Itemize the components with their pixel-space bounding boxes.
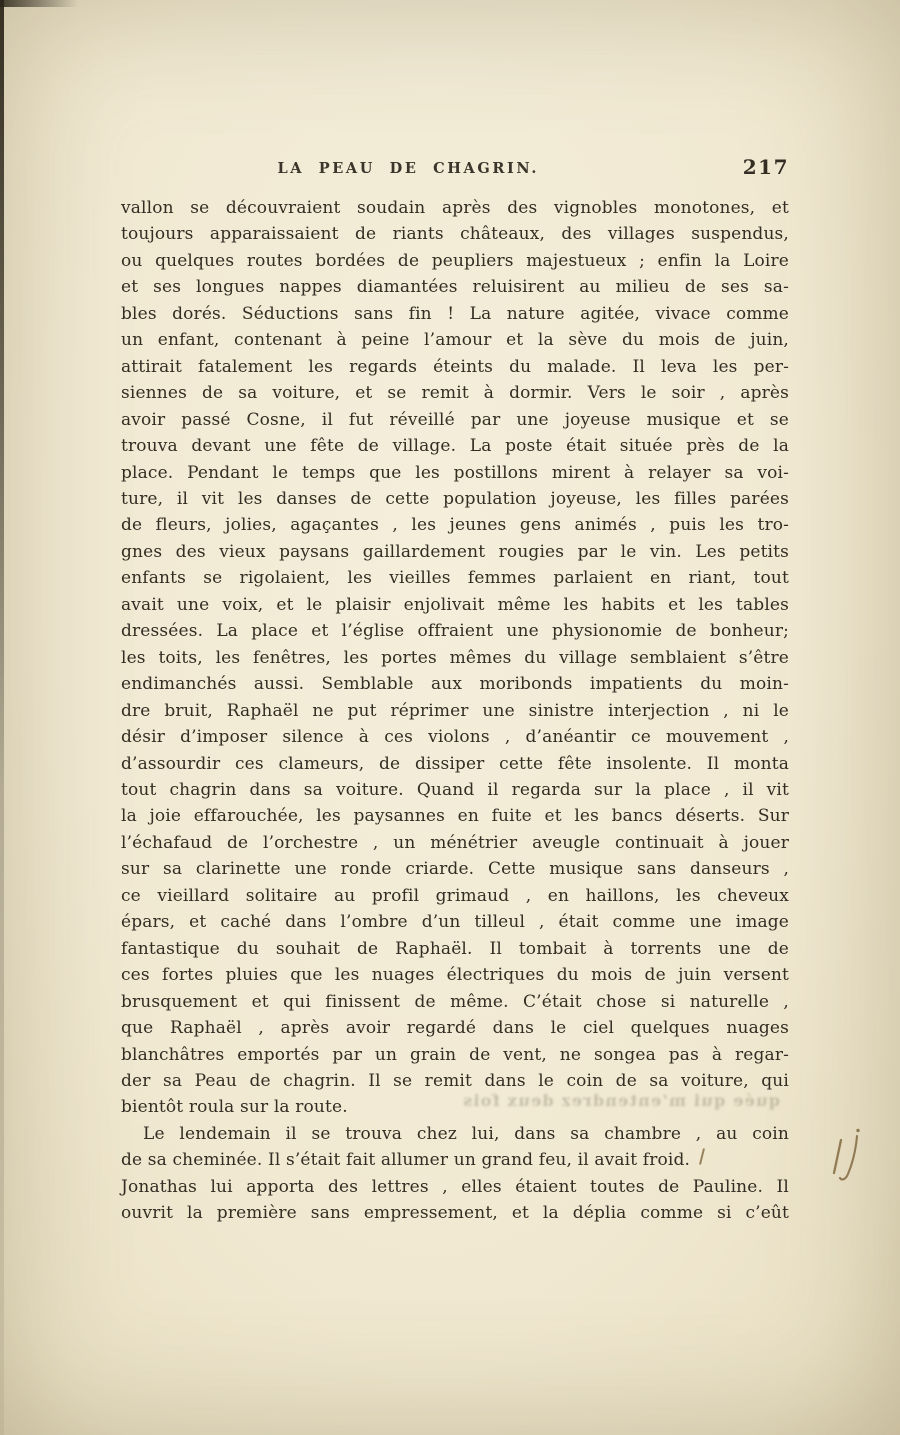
- text-line: dressées. La place et l’église offraient une physionomie de bonheur;: [121, 621, 789, 642]
- text-line: l’échafaud de l’orchestre , un ménétrier aveugle continuait à jouer: [121, 832, 789, 853]
- text-line: ou quelques routes bordées de peupliers majestueux ; enfin la Loire: [121, 250, 789, 271]
- text-line: sur sa clarinette une ronde criarde. Cette musique sans danseurs ,: [121, 859, 789, 880]
- scan-edge-left-artifact: [0, 0, 4, 1435]
- text-line: fantastique du souhait de Raphaël. Il tombait à torrents une de: [121, 938, 789, 959]
- text-line: ture, il vit les danses de cette population joyeuse, les filles parées: [121, 488, 789, 509]
- text-line: dre bruit, Raphaël ne put réprimer une sinistre interjection , ni le: [121, 700, 789, 721]
- text-line: place. Pendant le temps que les postillons mirent à relayer sa voi-: [121, 462, 789, 483]
- text-line: un enfant, contenant à peine l’amour et la sève du mois de juin,: [121, 330, 789, 351]
- text-line: les toits, les fenêtres, les portes mêmes du village semblaient s’être: [121, 647, 789, 668]
- running-header: [121, 155, 789, 184]
- text-line: de sa cheminée. Il s’était fait allumer un grand feu, il avait froid.: [121, 1150, 691, 1171]
- text-line: gnes des vieux paysans gaillardement rougies par le vin. Les petits: [121, 541, 789, 562]
- text-line: tout chagrin dans sa voiture. Quand il regarda sur la place , il vit: [121, 779, 789, 800]
- text-line: ce vieillard solitaire au profil grimaud , en haillons, les cheveux: [121, 885, 789, 906]
- text-line: et ses longues nappes diamantées reluisirent au milieu de ses sa-: [121, 277, 789, 298]
- text-line: attirait fatalement les regards éteints du malade. Il leva les per-: [121, 356, 789, 377]
- text-line: que Raphaël , après avoir regardé dans le ciel quelques nuages: [121, 1018, 789, 1039]
- page-content: [121, 155, 789, 1227]
- text-line: toujours apparaissaient de riants châteaux, des villages suspendus,: [121, 224, 789, 245]
- text-line: de fleurs, jolies, agaçantes , les jeunes gens animés , puis les tro-: [121, 515, 789, 536]
- text-line: Jonathas lui apporta des lettres , elles étaient toutes de Pauline. Il: [121, 1176, 789, 1197]
- text-line: endimanchés aussi. Semblable aux moribonds impatients du moin-: [121, 674, 789, 695]
- text-line: trouva devant une fête de village. La poste était située près de la: [121, 436, 789, 457]
- text-line: ces fortes pluies que les nuages électriques du mois de juin versent: [121, 965, 789, 986]
- text-line: la joie effarouchée, les paysannes en fuite et les bancs déserts. Sur: [121, 806, 789, 827]
- text-line: épars, et caché dans l’ombre d’un tilleul , était comme une image: [121, 912, 789, 933]
- text-line: désir d’imposer silence à ces violons , d’anéantir ce mouvement ,: [121, 727, 789, 748]
- text-line: bles dorés. Séductions sans fin ! La nature agitée, vivace comme: [121, 303, 789, 324]
- text-line: der sa Peau de chagrin. Il se remit dans le coin de sa voiture, qui: [121, 1070, 789, 1091]
- text-line: Le lendemain il se trouva chez lui, dans sa chambre , au coin: [143, 1123, 789, 1144]
- text-line: brusquement et qui finissent de même. C’était chose si naturelle ,: [121, 991, 789, 1012]
- text-line: blanchâtres emportés par un grain de vent, ne songea pas à regar-: [121, 1044, 789, 1065]
- page-text-block: [121, 195, 789, 1227]
- text-line: ouvrit la première sans empressement, et la déplia comme si c’eût: [121, 1203, 789, 1224]
- running-header-title: LA PEAU DE CHAGRIN.: [277, 160, 540, 177]
- text-line: enfants se rigolaient, les vieilles femmes parlaient en riant, tout: [121, 568, 789, 589]
- scan-edge-top-artifact: [0, 0, 78, 7]
- text-line: avoir passé Cosne, il fut réveillé par une joyeuse musique et se: [121, 409, 789, 430]
- verso-show-through-text: quée qui m’entendrez deux fois: [462, 1091, 780, 1110]
- text-line: vallon se découvraient soudain après des vignobles monotones, et: [121, 198, 789, 218]
- text-line: bientôt roula sur la route.: [121, 1097, 348, 1118]
- text-line: avait une voix, et le plaisir enjolivait même les habits et les tables: [121, 594, 789, 615]
- text-line: siennes de sa voiture, et se remit à dormir. Vers le soir , après: [121, 383, 789, 404]
- pencil-margin-mark: [826, 1127, 870, 1189]
- text-line: d’assourdir ces clameurs, de dissiper cette fête insolente. Il monta: [121, 753, 789, 774]
- page-number: 217: [742, 155, 789, 179]
